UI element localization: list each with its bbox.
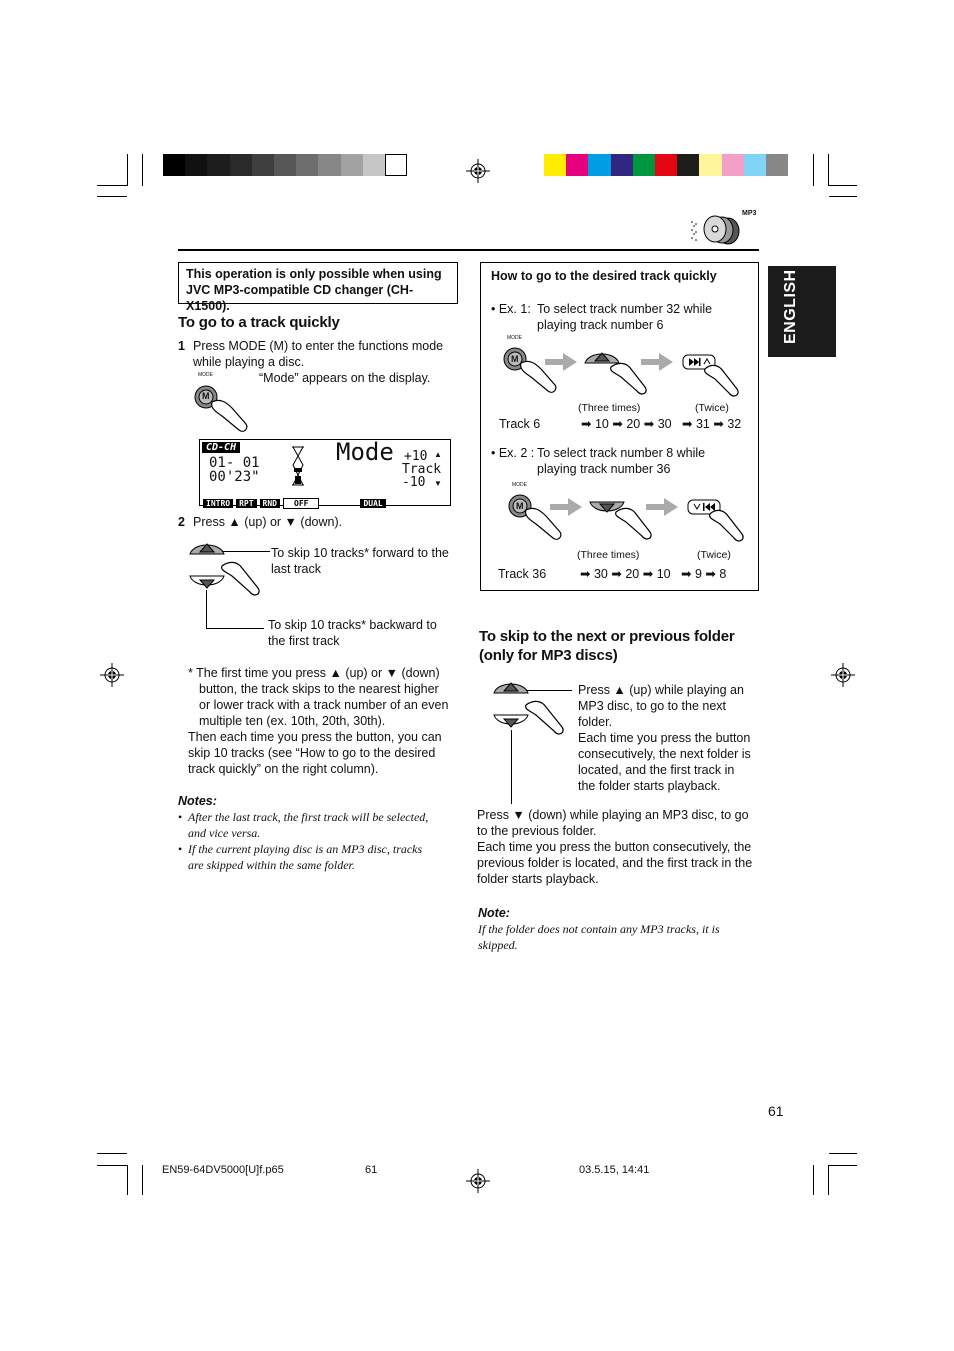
lcd-function-tabs bbox=[203, 493, 389, 511]
calibration-swatch bbox=[207, 154, 229, 176]
calibration-swatch bbox=[677, 154, 699, 176]
ex1-sequence bbox=[581, 416, 741, 432]
step1-line: while playing a disc. bbox=[193, 355, 305, 369]
notice-line: JVC MP3-compatible CD changer (CH-X1500). bbox=[186, 283, 414, 313]
folder-up-line: Each time you press the button bbox=[578, 731, 751, 745]
calibration-swatch bbox=[588, 154, 610, 176]
seq-value: 31 bbox=[695, 417, 710, 431]
calibration-swatch bbox=[722, 154, 744, 176]
seq-value: 9 bbox=[694, 567, 702, 581]
note-text bbox=[478, 921, 720, 953]
section-title-track-quickly: To go to a track quickly bbox=[178, 314, 340, 331]
callout-line-down-h bbox=[206, 628, 264, 629]
footnote-line: or lower track with a track number of an even bbox=[199, 698, 449, 712]
footnote bbox=[188, 665, 463, 777]
registration-mark-right bbox=[831, 663, 855, 687]
calibration-swatch bbox=[296, 154, 318, 176]
lcd-up-arrow-icon: ▲ bbox=[434, 450, 442, 459]
step-number: 2 bbox=[178, 515, 185, 529]
footnote-line: skip 10 tracks (see “How to go to the desired bbox=[188, 746, 436, 760]
section-title-folder-skip bbox=[479, 627, 735, 665]
seq-value: 20 bbox=[626, 417, 641, 431]
notes-title: Notes: bbox=[178, 794, 217, 808]
seq-value: 20 bbox=[625, 567, 640, 581]
ex2-track-start: Track 36 bbox=[498, 567, 547, 581]
mp3-disc-icon bbox=[688, 208, 760, 246]
mp3-badge: MP3 bbox=[742, 210, 757, 217]
arrow-right-icon: ➡ bbox=[642, 567, 654, 581]
footnote-line: button, the track skips to the nearest higher bbox=[199, 682, 439, 696]
folder-down-line: previous folder is located, and the first track in the bbox=[477, 856, 753, 870]
ex2-text bbox=[537, 445, 705, 477]
registration-mark-bottom bbox=[466, 1169, 490, 1193]
arrow-right-icon: ➡ bbox=[705, 567, 716, 581]
callout-down-text bbox=[268, 617, 437, 649]
footnote-line: Then each time you press the button, you can bbox=[188, 730, 442, 744]
box-title: How to go to the desired track quickly bbox=[491, 269, 717, 283]
callout-line-down-v bbox=[206, 590, 207, 628]
registration-mark-left bbox=[100, 663, 124, 687]
lcd-tab: RPT bbox=[236, 499, 256, 508]
step1-text bbox=[193, 338, 443, 370]
callout-line: the first track bbox=[268, 634, 340, 648]
lcd-mode-text: Mode bbox=[336, 438, 394, 466]
step2-text: Press ▲ (up) or ▼ (down). bbox=[193, 515, 343, 529]
arrow-right-icon: ➡ bbox=[581, 417, 592, 431]
callout-line-up bbox=[222, 551, 270, 552]
note-line: skipped. bbox=[478, 938, 518, 952]
calibration-swatch bbox=[274, 154, 296, 176]
language-tab-label: ENGLISH bbox=[782, 269, 799, 344]
page-number: 61 bbox=[768, 1103, 784, 1119]
m-key-label: M bbox=[202, 391, 210, 401]
note-line: If the current playing disc is an MP3 disc, tracks bbox=[188, 842, 423, 856]
ex2-line: To select track number 8 while bbox=[537, 446, 706, 460]
lcd-source: CD-CH bbox=[202, 442, 240, 453]
calibration-swatch bbox=[611, 154, 633, 176]
notice-box bbox=[178, 262, 458, 313]
seq-value: 10 bbox=[656, 567, 671, 581]
lcd-time: 00'23" bbox=[209, 469, 260, 485]
folder-down-line: Each time you press the button consecutively, the bbox=[477, 840, 752, 854]
calibration-swatch bbox=[699, 154, 721, 176]
calibration-swatch bbox=[744, 154, 766, 176]
ex1-track-start: Track 6 bbox=[499, 417, 541, 431]
callout-up-text bbox=[271, 545, 449, 577]
notice-line: This operation is only possible when using bbox=[186, 267, 442, 281]
arrow-right-icon: ➡ bbox=[580, 567, 591, 581]
m-key-label: M bbox=[516, 501, 524, 511]
footer-file: EN59-64DV5000[U]f.p65 bbox=[162, 1164, 284, 1176]
callout-line: last track bbox=[271, 562, 322, 576]
ex1-label: • Ex. 1: bbox=[491, 302, 531, 316]
callout-line: To skip 10 tracks* backward to bbox=[268, 618, 437, 632]
seq-value: 10 bbox=[594, 417, 609, 431]
lcd-minus-ten: -10 bbox=[402, 475, 426, 490]
folder-down-text bbox=[477, 807, 767, 887]
seq-value: 30 bbox=[593, 567, 608, 581]
calibration-swatch bbox=[655, 154, 677, 176]
hourglass-icon bbox=[291, 446, 305, 486]
folder-up-line: folder. bbox=[578, 715, 613, 729]
footer-page: 61 bbox=[365, 1164, 378, 1176]
ex1-twice: (Twice) bbox=[695, 402, 729, 414]
calibration-swatch bbox=[363, 154, 385, 176]
arrow-right-icon: ➡ bbox=[643, 417, 655, 431]
lcd-tab: INTRO bbox=[203, 499, 233, 508]
calibration-swatch bbox=[544, 154, 566, 176]
calibration-swatch bbox=[252, 154, 274, 176]
lcd-track-label: Track bbox=[402, 462, 442, 477]
note-line: are skipped within the same folder. bbox=[188, 858, 355, 872]
lcd-plus-ten: +10 bbox=[404, 449, 428, 464]
ex1-three-times: (Three times) bbox=[578, 402, 641, 414]
arrow-right-icon: ➡ bbox=[612, 417, 623, 431]
lcd-tab: RND bbox=[260, 499, 280, 508]
title-line: To skip to the next or previous folder bbox=[479, 628, 735, 645]
calibration-swatch bbox=[318, 154, 340, 176]
folder-up-line: consecutively, the next folder is bbox=[578, 747, 751, 761]
ex2-three-times: (Three times) bbox=[577, 549, 640, 561]
seq-value: 8 bbox=[719, 567, 727, 581]
footnote-line: track quickly” on the right column). bbox=[188, 762, 379, 776]
calibration-swatch bbox=[163, 154, 185, 176]
seq-value: 30 bbox=[657, 417, 672, 431]
lcd-down-arrow-icon: ▼ bbox=[434, 479, 442, 488]
mode-button-press-illustration bbox=[192, 370, 252, 440]
notes-item: • After the last track, the first track will be selected, and vice versa. bbox=[178, 809, 458, 841]
step-number: 1 bbox=[178, 339, 185, 353]
lcd-display bbox=[199, 439, 451, 506]
calibration-swatch bbox=[385, 154, 407, 176]
folder-up-line: Press ▲ (up) while playing an bbox=[578, 683, 744, 697]
note-title: Note: bbox=[478, 906, 510, 920]
folder-up-line: the folder starts playback. bbox=[578, 779, 721, 793]
arrow-right-icon: ➡ bbox=[681, 567, 692, 581]
lcd-disc-track: 01- 01 bbox=[209, 455, 260, 471]
language-tab bbox=[768, 266, 836, 357]
ex1-text bbox=[537, 301, 712, 333]
mode-label: MODE bbox=[512, 482, 527, 488]
footnote-line: * The first time you press ▲ (up) or ▼ (down) bbox=[188, 666, 440, 680]
notes-item: • If the current playing disc is an MP3 disc, tracks are skipped within the same folder. bbox=[178, 841, 458, 873]
step1-line: Press MODE (M) to enter the functions mode bbox=[193, 339, 444, 353]
step1-note: “Mode” appears on the display. bbox=[259, 371, 431, 385]
folder-up-text bbox=[578, 682, 760, 794]
note-line: After the last track, the first track will be selected, bbox=[188, 810, 429, 824]
calibration-swatch bbox=[766, 154, 788, 176]
desired-track-box bbox=[480, 262, 759, 591]
ex2-button-sequence bbox=[506, 480, 756, 548]
ex2-label: • Ex. 2 : bbox=[491, 446, 535, 460]
m-key-label: M bbox=[511, 354, 519, 364]
note-line: If the folder does not contain any MP3 tracks, it is bbox=[478, 922, 720, 936]
title-line: (only for MP3 discs) bbox=[479, 647, 618, 664]
calibration-swatch bbox=[341, 154, 363, 176]
ex1-line: To select track number 32 while bbox=[537, 302, 713, 316]
header-rule bbox=[178, 249, 759, 251]
callout-line-folder-down bbox=[511, 730, 512, 804]
notes-list bbox=[178, 809, 458, 873]
seq-value: 32 bbox=[727, 417, 742, 431]
ex1-line: playing track number 6 bbox=[537, 318, 664, 332]
lcd-tab: DUAL bbox=[360, 499, 385, 508]
registration-mark-top bbox=[466, 159, 490, 183]
folder-up-line: MP3 disc, to go to the next bbox=[578, 699, 726, 713]
ex2-sequence bbox=[580, 566, 726, 582]
arrow-right-icon: ➡ bbox=[682, 417, 693, 431]
folder-up-line: located, and the first track in bbox=[578, 763, 735, 777]
calibration-swatch bbox=[633, 154, 655, 176]
mode-label: MODE bbox=[507, 335, 522, 341]
mode-label: MODE bbox=[198, 372, 213, 378]
folder-down-line: Press ▼ (down) while playing an MP3 disc, to go bbox=[477, 808, 749, 822]
arrow-right-icon: ➡ bbox=[611, 567, 622, 581]
callout-line: To skip 10 tracks* forward to the bbox=[271, 546, 449, 560]
folder-down-line: to the previous folder. bbox=[477, 824, 597, 838]
note-line: and vice versa. bbox=[188, 826, 261, 840]
calibration-swatch bbox=[566, 154, 588, 176]
callout-line-folder-up bbox=[526, 690, 572, 691]
ex2-twice: (Twice) bbox=[697, 549, 731, 561]
arrow-right-icon: ➡ bbox=[713, 417, 724, 431]
footer-date: 03.5.15, 14:41 bbox=[579, 1164, 650, 1176]
footnote-line: multiple ten (ex. 10th, 20th, 30th). bbox=[199, 714, 386, 728]
calibration-swatch bbox=[185, 154, 207, 176]
ex2-line: playing track number 36 bbox=[537, 462, 671, 476]
ex1-button-sequence bbox=[501, 333, 751, 403]
folder-down-line: folder starts playback. bbox=[477, 872, 599, 886]
calibration-swatch bbox=[230, 154, 252, 176]
lcd-tab: OFF bbox=[283, 498, 319, 509]
